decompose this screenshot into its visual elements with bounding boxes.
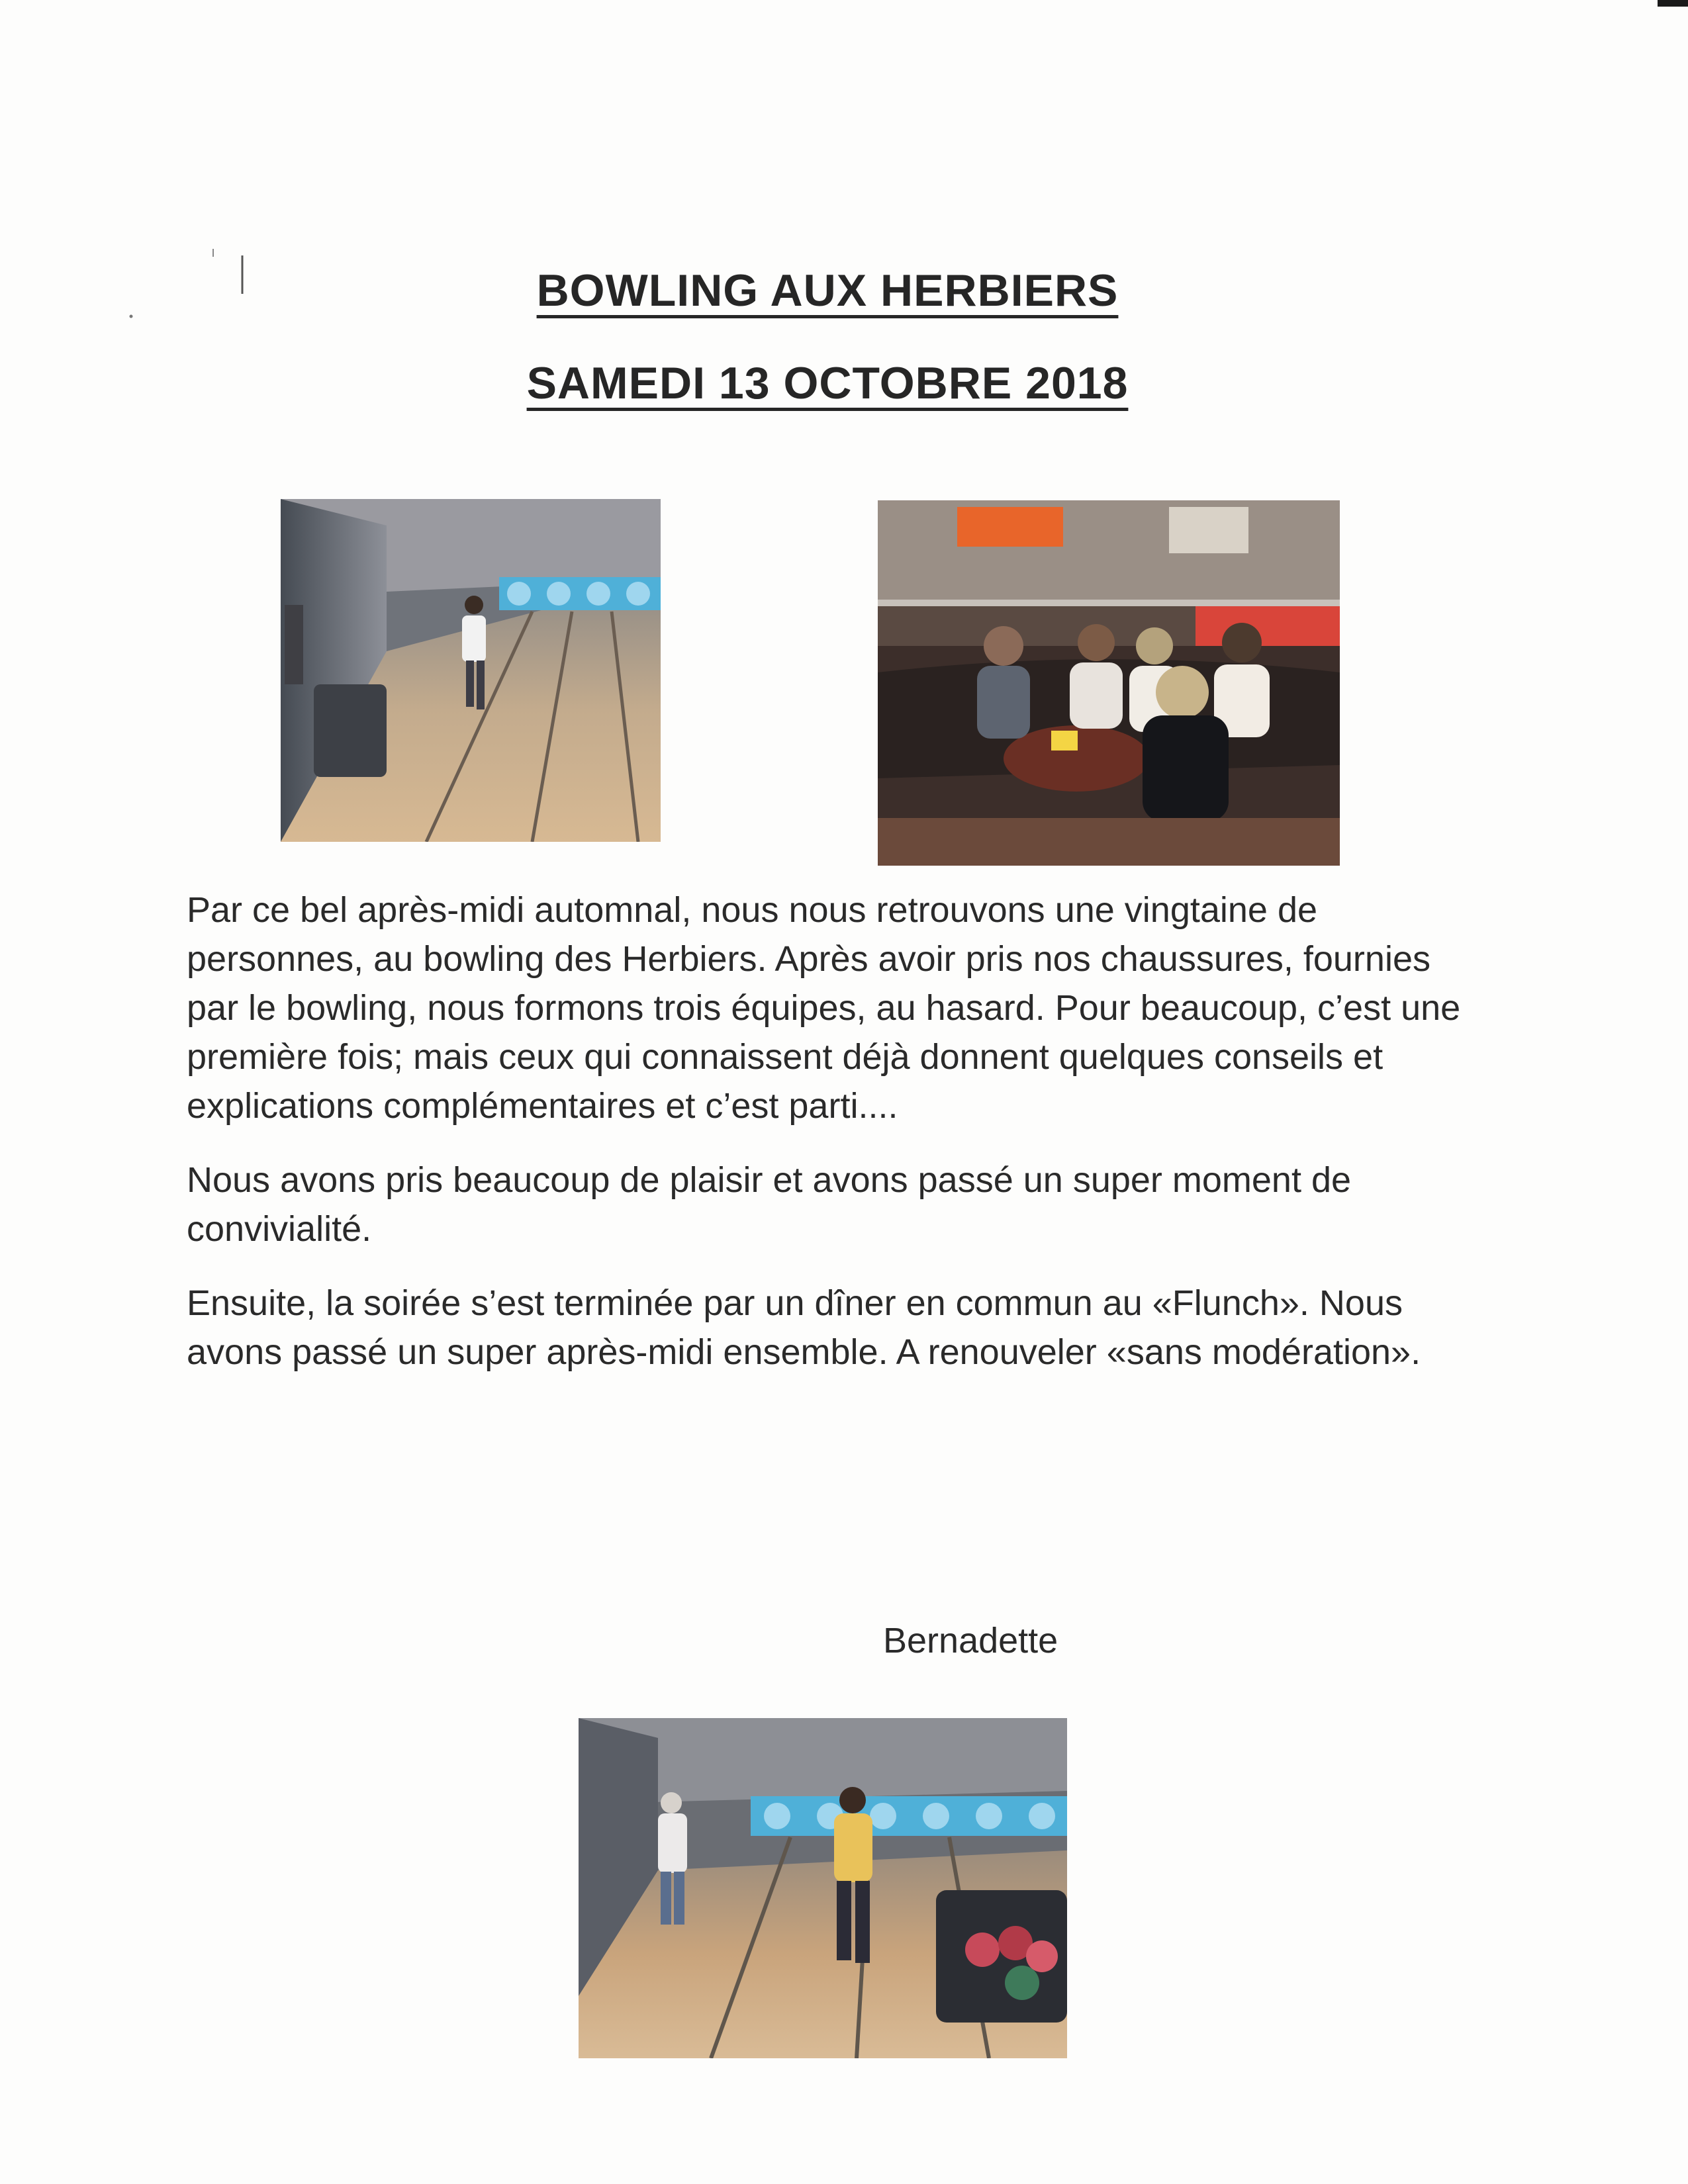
group-seated-photo [878,500,1340,866]
bowling-lane-photo-icon [281,499,661,842]
author-signature: Bernadette [883,1621,1058,1661]
bowling-players-photo-icon [579,1718,1067,2058]
bowling-players-photo [579,1718,1067,2058]
scan-corner-mark [1658,0,1688,7]
article-body [187,886,1484,1402]
bowling-lane-photo [281,499,661,842]
article-paragraph: Par ce bel après-midi automnal, nous nous retrouvons une vingtaine de personnes, au bowling des Herbiers. Après avoir pris nos chaussures, fournies par le bowling, nous formons trois équipes, au hasard. Pour beaucoup, c’est une première fois; mais ceux qui connaissent déjà donnent quelques conseils et explications complémentaires et c’est parti.... [187,890,1461,1126]
article-paragraph: Nous avons pris beaucoup de plaisir et avons passé un super moment de convivialité. [187,1160,1352,1249]
group-seated-photo-icon [878,500,1340,866]
article-paragraph: Ensuite, la soirée s’est terminée par un dîner en commun au «Flunch». Nous avons passé un super après-midi ensemble. A renouveler «sans modération». [187,1283,1421,1372]
page-title: BOWLING AUX HERBIERS [536,265,1119,316]
event-date: SAMEDI 13 OCTOBRE 2018 [526,358,1129,408]
